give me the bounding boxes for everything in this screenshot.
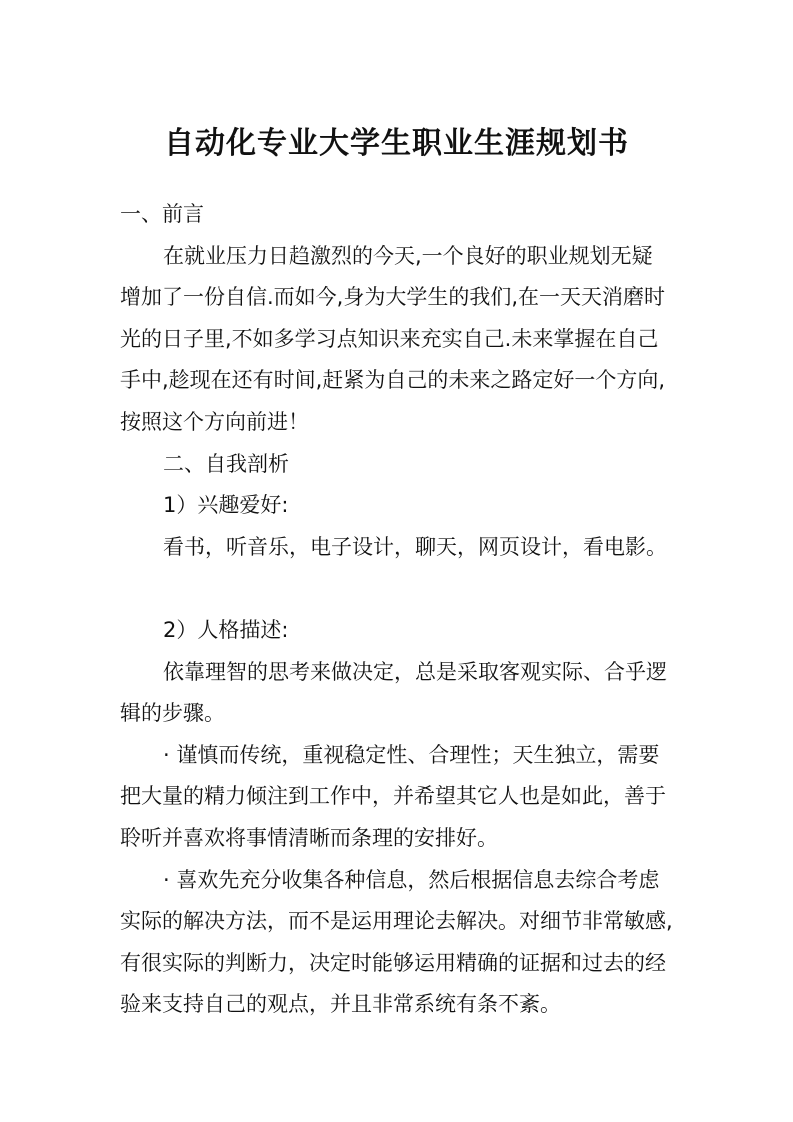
paragraph-line: 在就业压力日趋激烈的今天,一个良好的职业规划无疑 [163,243,653,268]
blank-line [120,568,680,610]
paragraph-line: 辑的步骤。 [120,701,225,726]
paragraph-line: 看书，听音乐，电子设计，聊天，网页设计，看电影。 [163,534,667,559]
paragraph-line: 把大量的精力倾注到工作中，并希望其它人也是如此，善于 [120,784,666,809]
paragraph-line: 聆听并喜欢将事情清晰而条理的安排好。 [120,825,498,850]
bullet-line: · 喜欢先充分收集各种信息，然后根据信息去综合考虑 [163,867,660,892]
document-title: 自动化专业大学生职业生涯规划书 [164,126,629,161]
paragraph-line: 依靠理智的思考来做决定，总是采取客观实际、合乎逻 [163,659,667,684]
paragraph-line: 验来支持自己的观点，并且非常系统有条不紊。 [120,992,561,1017]
paragraph-line: 光的日子里,不如多学习点知识来充实自己.未来掌握在自己 [120,326,659,351]
paragraph-line: 增加了一份自信.而如今,身为大学生的我们,在一天天消磨时 [120,285,666,310]
paragraph-line: 手中,趁现在还有时间,赶紧为自己的未来之路定好一个方向, [120,368,666,393]
document-body [120,194,680,1026]
paragraph-line: 实际的解决方法，而不是运用理论去解决。对细节非常敏感, [120,909,673,934]
bullet-line: · 谨慎而传统，重视稳定性、合理性；天生独立，需要 [163,742,660,767]
subheading-personality: 2）人格描述: [163,617,289,642]
paragraph-line: 有很实际的判断力，决定时能够运用精确的证据和过去的经 [120,950,666,975]
section-heading-self-analysis: 二、自我剖析 [163,451,289,476]
section-heading-preface: 一、前言 [120,202,204,226]
paragraph-line: 按照这个方向前进！ [120,409,309,434]
subheading-interests: 1）兴趣爱好: [163,493,289,518]
